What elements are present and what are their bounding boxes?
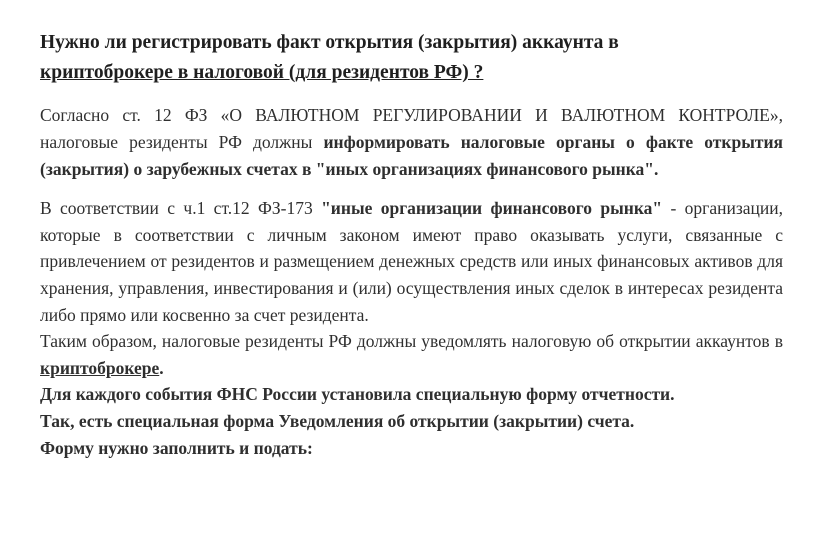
paragraph-conclusion-keyword: криптоброкере xyxy=(40,357,160,378)
paragraph-conclusion-part-1: Таким образом, налоговые резиденты РФ должны уведомлять налоговую об открытии аккаунтов в xyxy=(40,331,783,352)
page-title-line-2: криптоброкере в налоговой (для резидентов РФ) ? xyxy=(40,62,484,84)
paragraph-definition-rest: - организации, которые в соответствии с личным законом имеют право оказывать услуги, связанные с привлечением от резидентов и размещением денежных средств или иных финансовых активов для хранения, управления, инвестирования и (или) осуществления иных сделок в интересах резидента либо прямо или косвенно за счет резидента. xyxy=(40,198,783,325)
paragraph-fns-form-text: Для каждого события ФНС России установила специальную форму отчетности. xyxy=(40,384,675,405)
paragraph-law-reference-intro: Согласно ст. 12 ФЗ «О ВАЛЮТНОМ РЕГУЛИРОВАНИИ И ВАЛЮТНОМ КОНТРОЛЕ», налоговые резиденты РФ должны xyxy=(40,105,783,153)
page-title xyxy=(40,28,783,88)
paragraph-submit-intro xyxy=(40,435,783,462)
paragraph-conclusion-end: . xyxy=(159,357,164,378)
paragraph-conclusion xyxy=(40,328,783,381)
paragraph-law-reference xyxy=(40,102,783,182)
paragraph-submit-intro-text: Форму нужно заполнить и подать: xyxy=(40,437,313,458)
document-body xyxy=(40,102,783,461)
paragraph-notification-form xyxy=(40,408,783,435)
paragraph-definition-term: "иные организации финансового рынка" xyxy=(321,198,663,219)
paragraph-definition-lead: В соответствии с ч.1 ст.12 ФЗ-173 xyxy=(40,198,322,219)
paragraph-law-reference-emphasis: информировать налоговые органы о факте открытия (закрытия) о зарубежных счетах в "иных организациях финансового рынка". xyxy=(40,132,784,179)
paragraph-definition xyxy=(40,195,783,328)
paragraph-notification-form-text: Так, есть специальная форма Уведомления об открытии (закрытии) счета. xyxy=(40,410,635,431)
page-title-line-1: Нужно ли регистрировать факт открытия (закрытия) аккаунта в xyxy=(40,32,619,53)
paragraph-fns-form xyxy=(40,381,783,408)
